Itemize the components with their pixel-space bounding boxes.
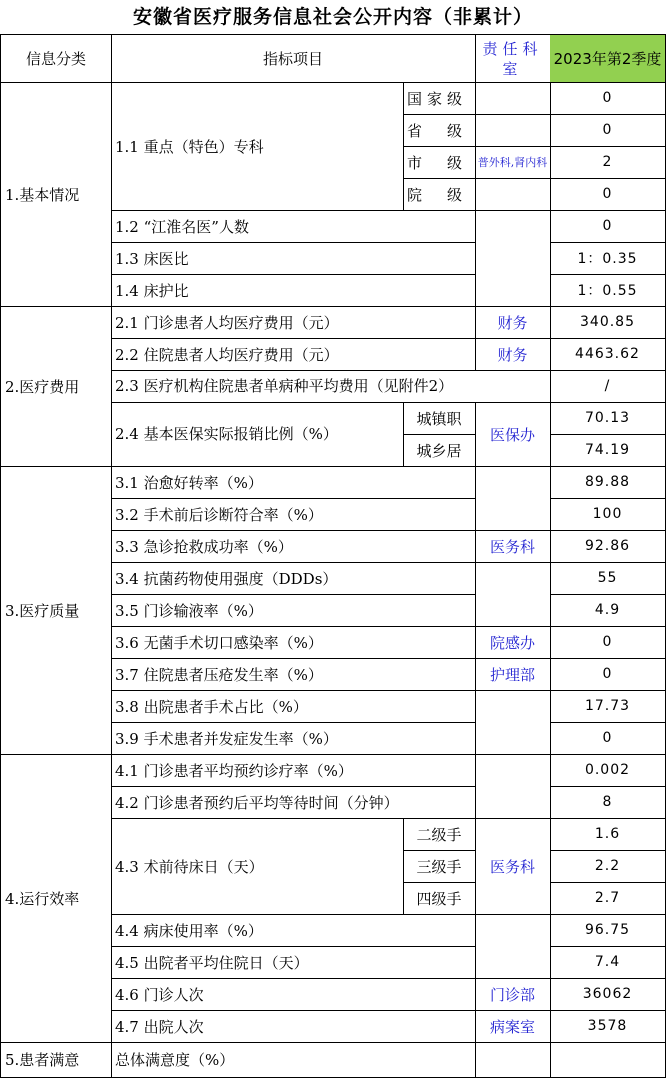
section-basic: 1.基本情况 [0, 82, 112, 307]
value-4-3-level3: 2.2 [550, 850, 666, 883]
label-4-2: 4.2 门诊患者预约后平均等待时间（分钟） [111, 786, 476, 819]
value-1-1-province: 0 [550, 114, 666, 147]
value-4-1: 0.002 [550, 754, 666, 787]
value-2-2: 4463.62 [550, 338, 666, 371]
label-3-6: 3.6 无菌手术切口感染率（%） [111, 626, 476, 659]
value-1-2: 0 [550, 210, 666, 243]
value-2-3: / [550, 370, 666, 403]
dept-3-8-group [475, 690, 551, 755]
value-2-1: 340.85 [550, 306, 666, 339]
value-4-3-level4: 2.7 [550, 882, 666, 915]
label-3-9: 3.9 手术患者并发症发生率（%） [111, 722, 476, 755]
label-3-8: 3.8 出院患者手术占比（%） [111, 690, 476, 723]
label-4-6: 4.6 门诊人次 [111, 978, 476, 1011]
dept-1-1-hospital [475, 178, 551, 211]
value-4-7: 3578 [550, 1010, 666, 1043]
dept-3-4-group [475, 562, 551, 627]
label-2-4: 2.4 基本医保实际报销比例（%） [111, 402, 404, 467]
dept-1-1-province [475, 114, 551, 147]
dept-2-1: 财务 [475, 306, 551, 339]
value-4-6: 36062 [550, 978, 666, 1011]
dept-1-1-national [475, 82, 551, 115]
sub-1-1-city: 市 级 [403, 146, 476, 179]
label-2-2: 2.2 住院患者人均医疗费用（元） [111, 338, 476, 371]
value-3-1: 89.88 [550, 466, 666, 499]
value-4-4: 96.75 [550, 914, 666, 947]
value-3-6: 0 [550, 626, 666, 659]
label-3-1: 3.1 治愈好转率（%） [111, 466, 476, 499]
value-3-2: 100 [550, 498, 666, 531]
label-5-1: 总体满意度（%） [111, 1042, 476, 1078]
section-efficiency: 4.运行效率 [0, 754, 112, 1043]
value-1-3: 1：0.35 [550, 242, 666, 275]
value-3-8: 17.73 [550, 690, 666, 723]
header-indicator: 指标项目 [111, 34, 476, 83]
label-3-5: 3.5 门诊输液率（%） [111, 594, 476, 627]
label-3-7: 3.7 住院患者压疮发生率（%） [111, 658, 476, 691]
section-quality: 3.医疗质量 [0, 466, 112, 755]
value-5-1 [550, 1042, 666, 1078]
dept-3-3: 医务科 [475, 530, 551, 563]
value-1-1-hospital: 0 [550, 178, 666, 211]
sub-4-3-level3: 三级手 [403, 850, 476, 883]
dept-3-1-group [475, 466, 551, 531]
value-4-5: 7.4 [550, 946, 666, 979]
value-1-4: 1：0.55 [550, 274, 666, 307]
label-4-1: 4.1 门诊患者平均预约诊疗率（%） [111, 754, 476, 787]
value-3-4: 55 [550, 562, 666, 595]
label-3-4: 3.4 抗菌药物使用强度（DDDs） [111, 562, 476, 595]
value-3-3: 92.86 [550, 530, 666, 563]
label-4-4: 4.4 病床使用率（%） [111, 914, 476, 947]
label-1-2: 1.2 “江淮名医”人数 [111, 210, 476, 243]
section-satisfaction: 5.患者满意 [0, 1042, 112, 1078]
dept-4-4-group [475, 914, 551, 979]
dept-2-4: 医保办 [475, 402, 551, 467]
label-3-2: 3.2 手术前后诊断符合率（%） [111, 498, 476, 531]
value-2-4-urban: 70.13 [550, 402, 666, 435]
page-title: 安徽省医疗服务信息社会公开内容（非累计） [132, 6, 533, 28]
dept-1-group [475, 210, 551, 307]
label-1-1: 1.1 重点（特色）专科 [111, 82, 404, 211]
label-3-3: 3.3 急诊抢救成功率（%） [111, 530, 476, 563]
header-period: 2023年第2季度 [550, 34, 666, 83]
sub-1-1-province: 省 级 [403, 114, 476, 147]
label-1-4: 1.4 床护比 [111, 274, 476, 307]
label-1-3: 1.3 床医比 [111, 242, 476, 275]
header-category: 信息分类 [0, 34, 112, 83]
value-4-3-level2: 1.6 [550, 818, 666, 851]
label-4-7: 4.7 出院人次 [111, 1010, 476, 1043]
dept-4-3: 医务科 [475, 818, 551, 915]
dept-4-1-group [475, 754, 551, 819]
sub-4-3-level4: 四级手 [403, 882, 476, 915]
value-4-2: 8 [550, 786, 666, 819]
value-1-1-national: 0 [550, 82, 666, 115]
section-cost: 2.医疗费用 [0, 306, 112, 467]
value-3-7: 0 [550, 658, 666, 691]
value-3-9: 0 [550, 722, 666, 755]
sub-1-1-national: 国家级 [403, 82, 476, 115]
header-dept: 责任科室 [475, 34, 551, 83]
value-2-4-rural: 74.19 [550, 434, 666, 467]
sub-2-4-urban: 城镇职 [403, 402, 476, 435]
dept-3-7: 护理部 [475, 658, 551, 691]
label-4-5: 4.5 出院者平均住院日（天） [111, 946, 476, 979]
dept-1-1-city: 普外科,肾内科 [475, 146, 551, 179]
dept-5-1 [475, 1042, 551, 1078]
dept-2-2: 财务 [475, 338, 551, 371]
label-2-1: 2.1 门诊患者人均医疗费用（元） [111, 306, 476, 339]
value-1-1-city: 2 [550, 146, 666, 179]
label-2-3: 2.3 医疗机构住院患者单病种平均费用（见附件2） [111, 370, 551, 403]
sub-2-4-rural: 城乡居 [403, 434, 476, 467]
dept-4-6: 门诊部 [475, 978, 551, 1011]
sub-1-1-hospital: 院 级 [403, 178, 476, 211]
dept-3-6: 院感办 [475, 626, 551, 659]
value-3-5: 4.9 [550, 594, 666, 627]
label-4-3: 4.3 术前待床日（天） [111, 818, 404, 915]
sub-4-3-level2: 二级手 [403, 818, 476, 851]
dept-4-7: 病案室 [475, 1010, 551, 1043]
